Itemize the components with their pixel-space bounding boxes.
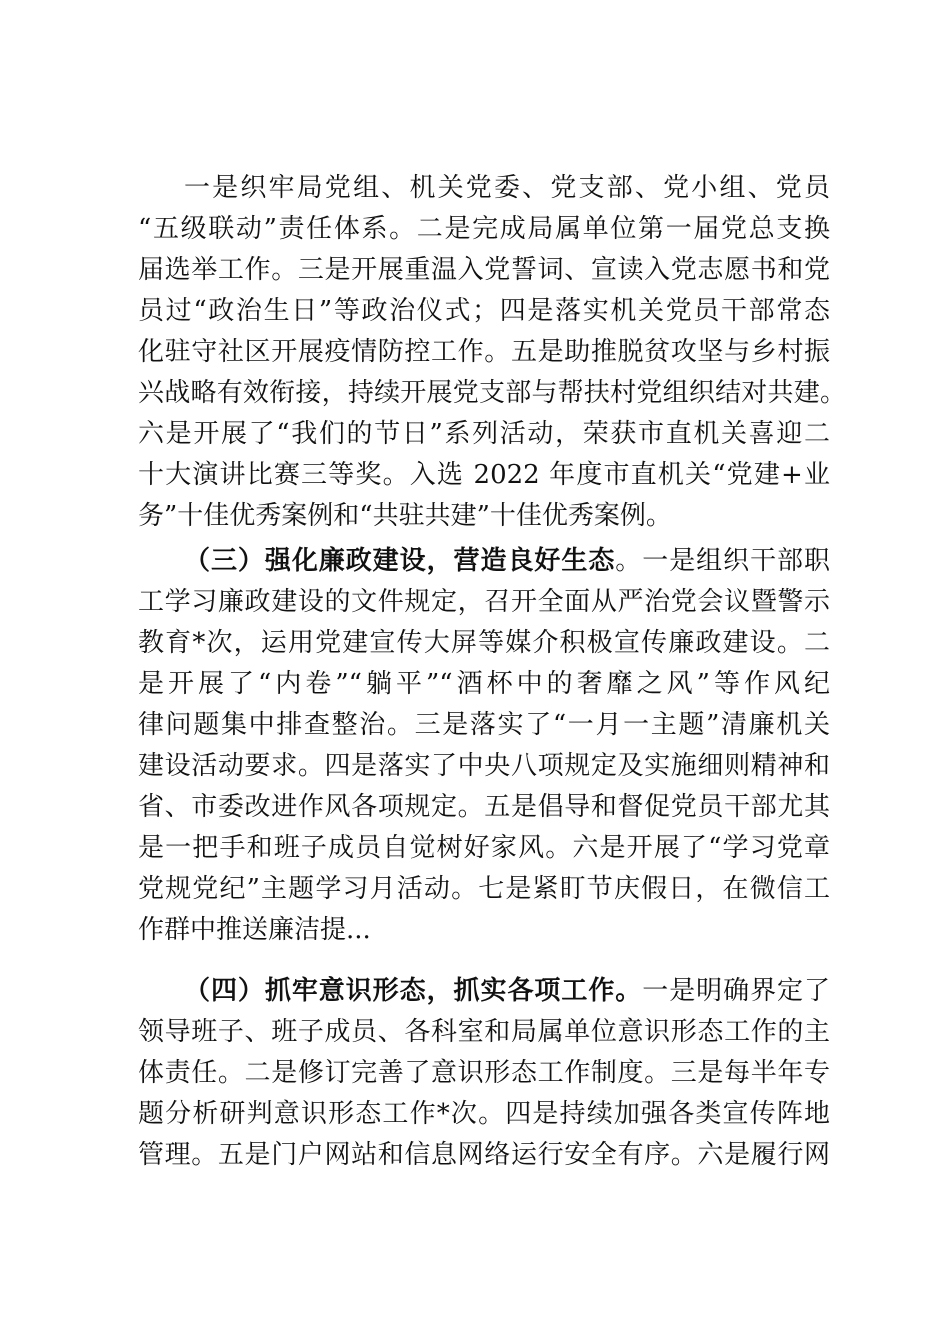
section-heading: （三）强化廉政建设，营造良好生态 (184, 546, 616, 576)
text-line: 作群中推送廉洁提... (138, 915, 371, 945)
text-line: 务”十佳优秀案例和“共驻共建”十佳优秀案例。 (138, 501, 672, 531)
paragraph-party-building (138, 168, 846, 537)
text-line: 兴战略有效衔接，持续开展党支部与帮扶村党组织结对共建。 (138, 378, 846, 408)
text-line: 党规党纪”主题学习月活动。七是紧盯节庆假日，在微信工 (138, 874, 830, 904)
text-line: 是一把手和班子成员自觉树好家风。六是开展了“学习党章 (138, 833, 830, 863)
text-line: 十大演讲比赛三等奖。入选 2022 年度市直机关“党建+业 (138, 460, 830, 490)
text-line: 工学习廉政建设的文件规定，召开全面从严治党会议暨警示 (138, 587, 830, 617)
heading-rest: 一是明确界定了 (642, 976, 830, 1006)
text-line: 建设活动要求。四是落实了中央八项规定及实施细则精神和 (138, 751, 830, 781)
text-line: 教育*次，运用党建宣传大屏等媒介积极宣传廉政建设。二 (138, 628, 830, 658)
text-line: 体责任。二是修订完善了意识形态工作制度。三是每半年专 (138, 1058, 830, 1088)
text-line: 一是织牢局党组、机关党委、党支部、党小组、党员 (184, 173, 830, 203)
text-line: 届选举工作。三是开展重温入党誓词、宣读入党志愿书和党 (138, 255, 830, 285)
text-line: 员过“政治生日”等政治仪式；四是落实机关党员干部常态 (138, 296, 830, 326)
text-line: 省、市委改进作风各项规定。五是倡导和督促党员干部尤其 (138, 792, 830, 822)
heading-rest: 。一是组织干部职 (615, 546, 830, 576)
paragraph-integrity-building (138, 541, 830, 951)
text-line: 六是开展了“我们的节日”系列活动，荣获市直机关喜迎二 (138, 419, 830, 449)
text-line: 领导班子、班子成员、各科室和局属单位意识形态工作的主 (138, 1017, 830, 1047)
text-line: 题分析研判意识形态工作*次。四是持续加强各类宣传阵地 (138, 1099, 830, 1129)
text-line: 是开展了“内卷”“躺平”“酒杯中的奢靡之风”等作风纪 (138, 669, 830, 699)
text-line: 化驻守社区开展疫情防控工作。五是助推脱贫攻坚与乡村振 (138, 337, 830, 367)
text-line (138, 971, 830, 1012)
text-line: 管理。五是门户网站和信息网络运行安全有序。六是履行网 (138, 1140, 830, 1170)
text-line: 律问题集中排查整治。三是落实了“一月一主题”清廉机关 (138, 710, 830, 740)
text-line: “五级联动”责任体系。二是完成局属单位第一届党总支换 (138, 214, 830, 244)
paragraph-ideology (138, 971, 830, 1176)
section-heading: （四）抓牢意识形态，抓实各项工作。 (184, 976, 643, 1006)
text-line (138, 541, 830, 582)
